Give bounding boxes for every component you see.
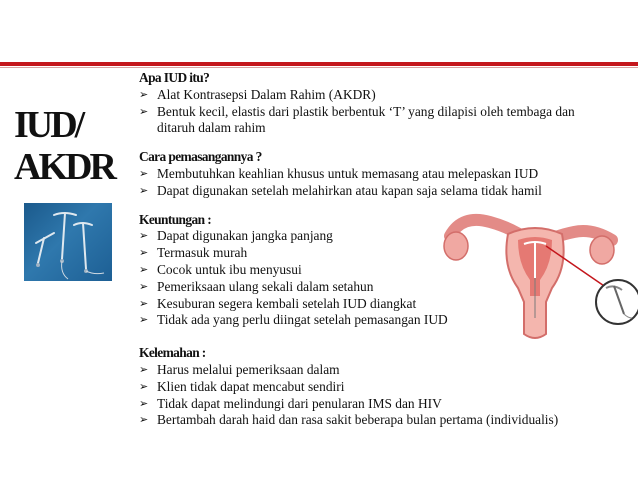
bullet-arrow-icon: ➢	[139, 279, 149, 293]
section-heading: Kelemahan :	[139, 345, 206, 361]
title-line-2: AKDR	[14, 146, 114, 188]
bullet-arrow-icon: ➢	[139, 396, 149, 410]
list-item: ➢ Membutuhkan keahlian khusus untuk memasang atau melepaskan IUD	[139, 165, 539, 181]
bullet-arrow-icon: ➢	[139, 296, 149, 310]
bullet-arrow-icon: ➢	[139, 183, 149, 197]
bullet-arrow-icon: ➢	[139, 413, 149, 427]
bullet-arrow-icon: ➢	[139, 246, 149, 260]
list-item: ➢ Tidak dapat melindungi dari penularan IMS dan HIV	[139, 395, 442, 411]
list-item: ➢ Harus melalui pemeriksaan dalam	[139, 361, 340, 377]
list-item: ➢ Cocok untuk ibu menyusui	[139, 261, 302, 277]
top-accent-line	[0, 67, 638, 68]
section-apa	[139, 70, 579, 137]
bullet-arrow-icon: ➢	[139, 229, 149, 243]
bullet-arrow-icon: ➢	[139, 87, 149, 101]
section-kelemahan	[139, 345, 579, 429]
bullet-arrow-icon: ➢	[139, 362, 149, 376]
section-heading: Keuntungan :	[139, 211, 212, 227]
list-item: ➢ Alat Kontrasepsi Dalam Rahim (AKDR)	[139, 86, 376, 102]
iud-devices-photo	[24, 203, 112, 281]
iud-devices-icon	[24, 203, 112, 281]
uterus-with-iud-icon	[442, 206, 638, 356]
list-item: ➢ Dapat digunakan setelah melahirkan atau kapan saja selama tidak hamil	[139, 182, 542, 198]
list-item: ➢ Termasuk murah	[139, 245, 248, 261]
bullet-arrow-icon: ➢	[139, 104, 149, 118]
bullet-arrow-icon: ➢	[139, 313, 149, 327]
bullet-arrow-icon: ➢	[139, 379, 149, 393]
section-heading: Apa IUD itu?	[139, 70, 210, 85]
bullet-arrow-icon: ➢	[139, 262, 149, 276]
bullet-arrow-icon: ➢	[139, 166, 149, 180]
list-item: ➢ Kesuburan segera kembali setelah IUD diangkat	[139, 295, 417, 311]
slide-title	[14, 104, 126, 188]
section-heading: Cara pemasangannya ?	[139, 149, 262, 165]
list-item: ➢ Klien tidak dapat mencabut sendiri	[139, 378, 345, 394]
list-item: ➢ Dapat digunakan jangka panjang	[139, 228, 333, 244]
uterus-illustration	[442, 206, 638, 356]
list-item: ➢ Tidak ada yang perlu diingat setelah pemasangan IUD	[139, 312, 448, 328]
section-cara	[139, 149, 579, 199]
list-item: ➢ Bentuk kecil, elastis dari plastik berbentuk ‘T’ yang dilapisi oleh tembaga dan ditaruh dalam rahim	[139, 103, 575, 136]
title-line-1: IUD/	[14, 104, 83, 146]
list-item: ➢ Pemeriksaan ulang sekali dalam setahun	[139, 278, 374, 294]
top-accent-bar	[0, 62, 638, 66]
list-item: ➢ Bertambah darah haid dan rasa sakit beberapa bulan pertama (individualis)	[139, 412, 559, 428]
